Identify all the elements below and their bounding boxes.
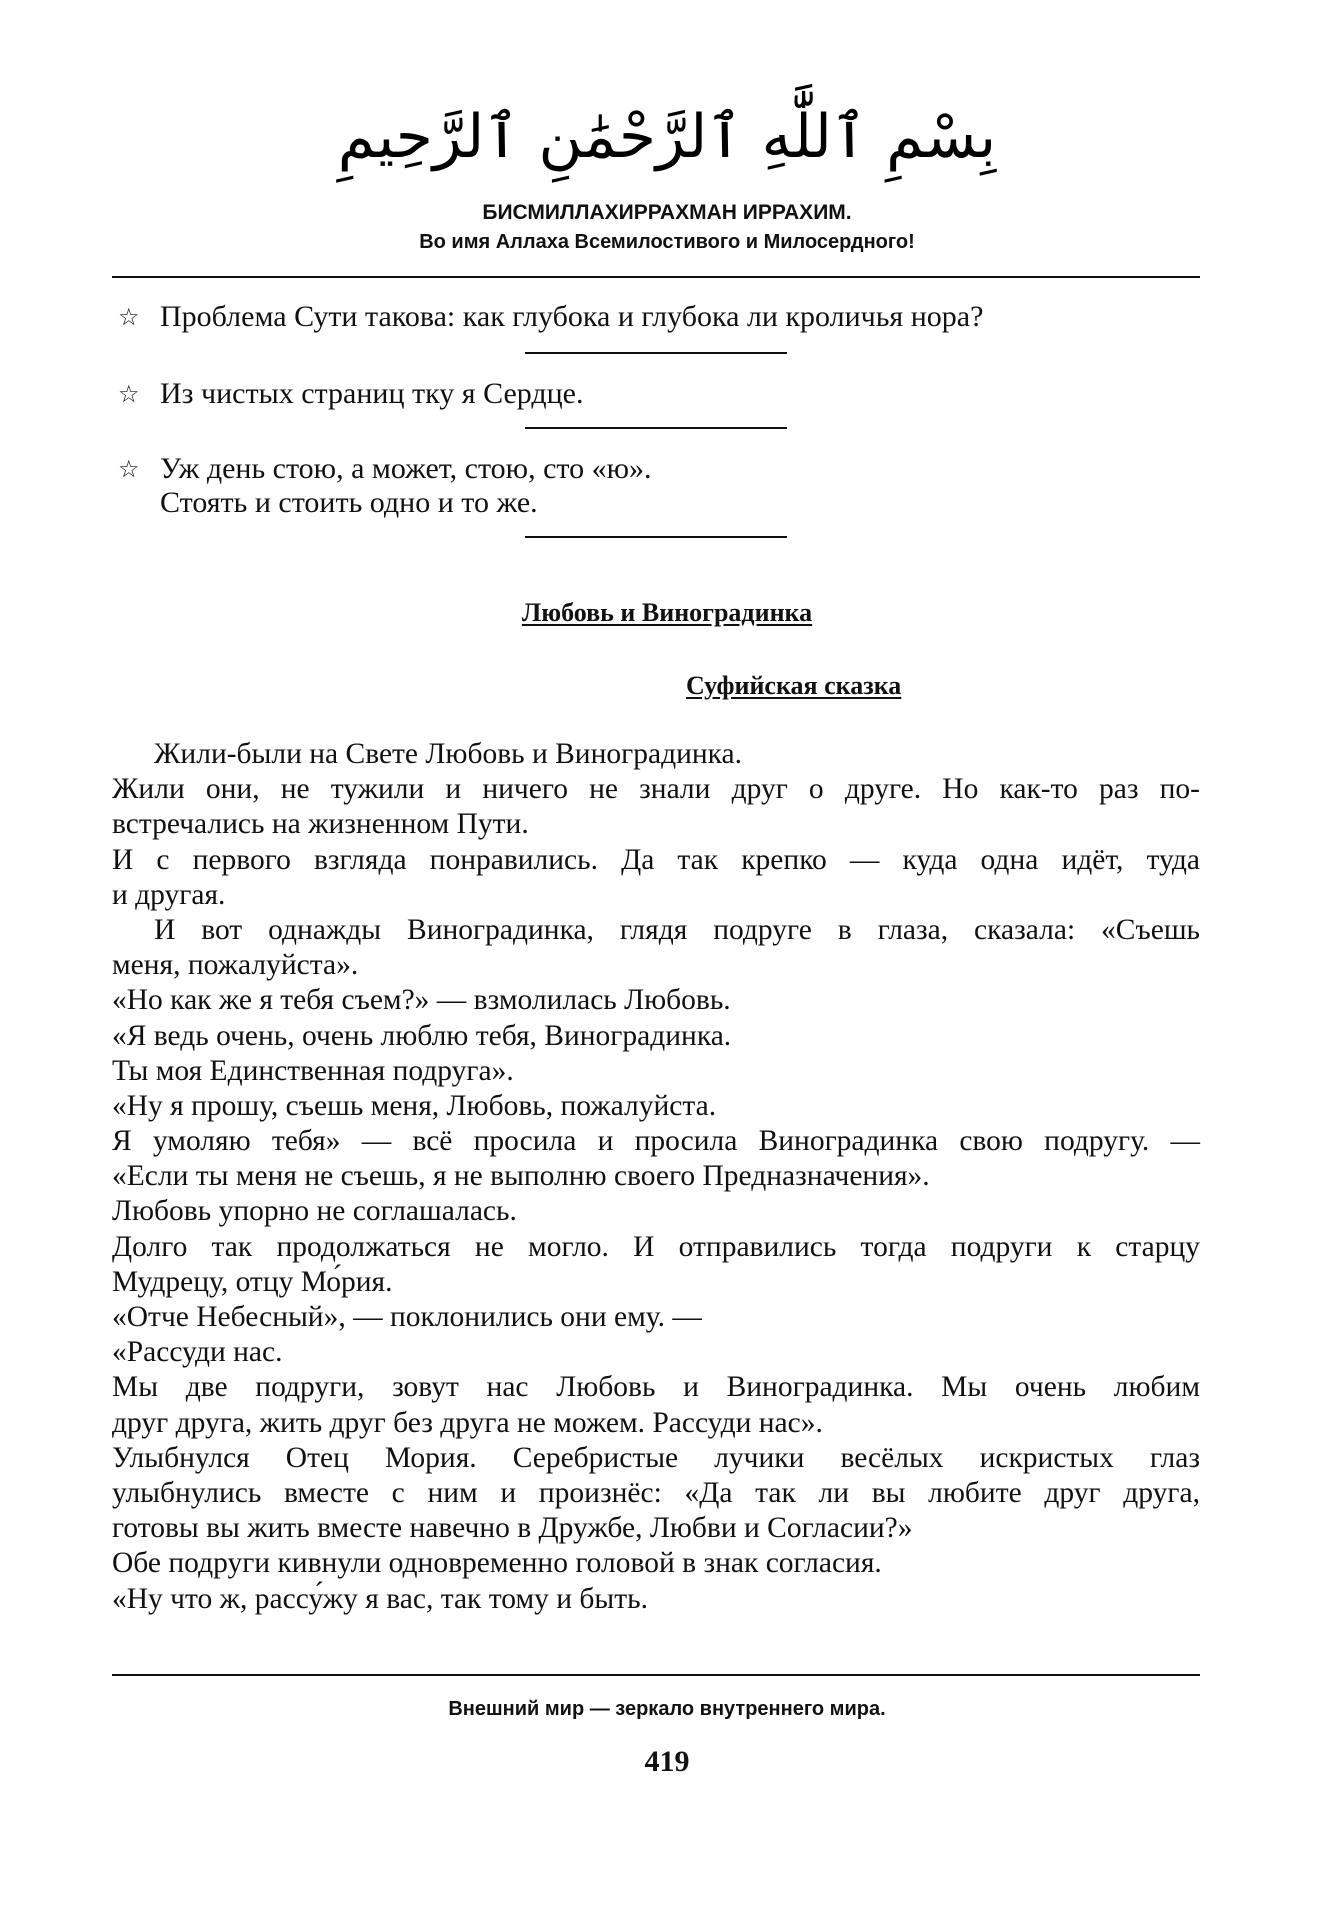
story-line: меня, пожалуйста».	[112, 949, 359, 982]
header-divider	[112, 276, 1200, 278]
aphorism-divider	[525, 352, 787, 354]
story-line: готовы вы жить вместе навечно в Дружбе, Любви и Согласии?»	[112, 1512, 913, 1545]
story-body	[112, 737, 1200, 1617]
story-line: Любовь упорно не соглашалась.	[112, 1195, 517, 1228]
story-line: «Ну что ж, рассу́жу я вас, так тому и быть.	[112, 1582, 648, 1615]
story-line: И вот однажды Виноградинка, глядя подруге в глаза, сказала: «Съешь	[154, 913, 1200, 946]
story-line: Обе подруги кивнули одновременно головой в знак согласия.	[112, 1547, 882, 1580]
story-subtitle: Суфийская сказка	[686, 671, 902, 700]
aphorism-line: Проблема Сути такова: как глубока и глубока ли кроличья нора?	[160, 300, 984, 333]
story-line: Долго так продолжаться не могло. И отправились тогда подруги к старцу	[112, 1230, 1200, 1263]
story-line: «Если ты меня не съешь, я не выполню своего Предназначения».	[112, 1160, 930, 1193]
story-line: Я умоляю тебя» — всё просила и просила Виноградинка свою подругу. —	[112, 1125, 1200, 1158]
aphorism-line: Из чистых страниц тку я Сердце.	[160, 377, 584, 410]
story-title: Любовь и Виноградинка	[521, 598, 813, 627]
story-line: Улыбнулся Отец Мория. Серебристые лучики весёлых искристых глаз	[112, 1441, 1200, 1474]
footer-divider	[112, 1674, 1200, 1676]
story-line: улыбнулись вместе с ним и произнёс: «Да так ли вы любите друг друга,	[112, 1476, 1200, 1509]
story-line: друг друга, жить друг без друга не можем. Рассуди нас».	[112, 1406, 823, 1439]
header-subtitle: Во имя Аллаха Всемилостивого и Милосердного!	[419, 231, 915, 253]
story-line: «Рассуди нас.	[112, 1336, 283, 1369]
story-line: Мы две подруги, зовут нас Любовь и Виноградинка. Мы очень любим	[112, 1371, 1200, 1404]
story-line: «Ну я прошу, съешь меня, Любовь, пожалуйста.	[112, 1089, 717, 1122]
story-line: И с первого взгляда понравились. Да так крепко — куда одна идёт, туда	[112, 843, 1200, 876]
story-line: «Но как же я тебя съем?» — взмолилась Любовь.	[112, 984, 731, 1017]
story-line: «Я ведь очень, очень люблю тебя, Виноградинка.	[112, 1019, 732, 1052]
story-line: Жили-были на Свете Любовь и Виноградинка.	[154, 738, 743, 770]
star-icon: ☆	[118, 455, 140, 483]
story-line: Жили они, не тужили и ничего не знали друг о друге. Но как-то раз по-	[112, 773, 1200, 806]
page-number: 419	[644, 1745, 690, 1778]
story-line: и другая.	[112, 878, 226, 911]
footer-quote: Внешний мир — зеркало внутреннего мира.	[448, 1698, 886, 1720]
story-line: встречались на жизненном Пути.	[112, 808, 529, 841]
story-line: «Отче Небесный», — поклонились они ему. —	[112, 1301, 702, 1333]
star-icon: ☆	[118, 303, 140, 331]
header-title: БИСМИЛЛАХИРРАХМАН ИРРАХИМ.	[482, 201, 852, 224]
aphorism-line: Стоять и стоить одно и то же.	[160, 486, 538, 519]
bismillah-calligraphy: بِسْمِ ٱللَّٰهِ ٱلرَّحْمَٰنِ ٱلرَّحِيمِ	[337, 102, 997, 172]
aphorism-divider	[525, 427, 787, 429]
star-icon: ☆	[118, 380, 140, 408]
aphorism-divider	[525, 536, 787, 538]
story-line: Мудрецу, отцу Мо́рия.	[112, 1265, 393, 1298]
aphorism-line: Уж день стою, а может, стою, сто «ю».	[160, 452, 652, 485]
story-line: Ты моя Единственная подруга».	[112, 1054, 514, 1087]
